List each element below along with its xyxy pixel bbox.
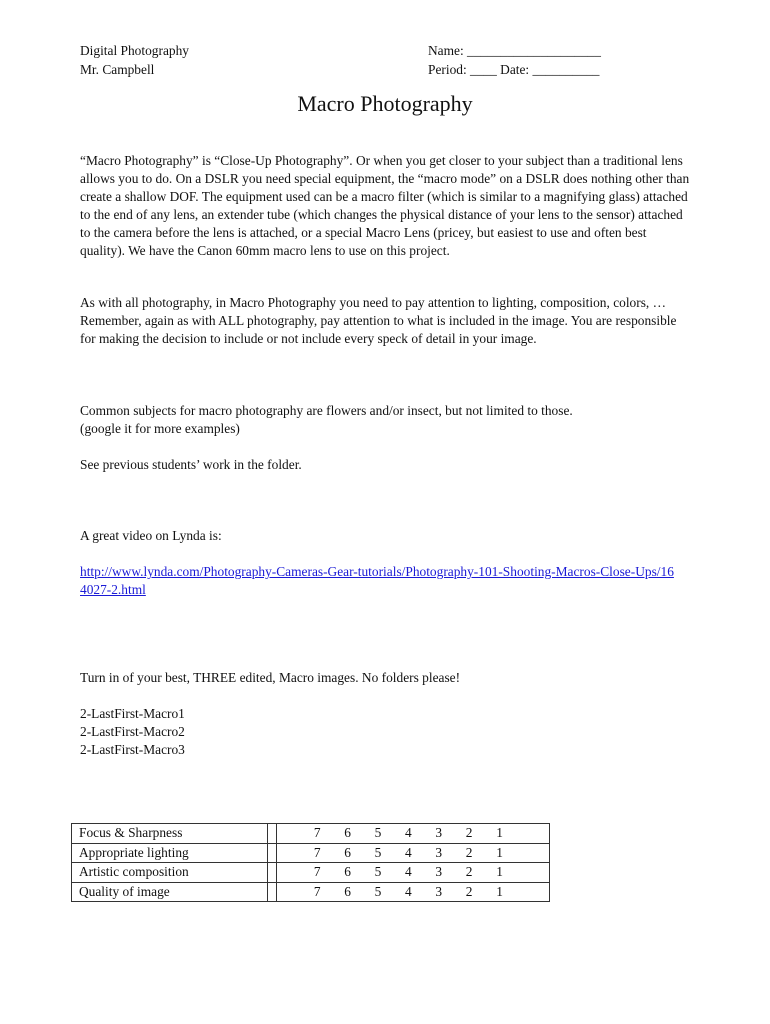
rubric-score: 7 xyxy=(313,844,321,860)
rubric-score: 4 xyxy=(405,883,412,899)
rubric-check-cell xyxy=(268,824,277,844)
video-intro-text: A great video on Lynda is: xyxy=(80,528,222,543)
rubric-scores xyxy=(277,843,550,863)
subjects-line-2: (google it for more examples) xyxy=(80,421,240,436)
rubric-score: 2 xyxy=(465,864,473,879)
rubric-score: 2 xyxy=(465,844,473,860)
rubric-score: 6 xyxy=(344,883,351,899)
rubric-score: 5 xyxy=(374,825,382,840)
rubric-score: 6 xyxy=(344,864,351,879)
rubric-criterion: Focus & Sharpness xyxy=(72,824,268,844)
rubric-score: 4 xyxy=(405,864,412,879)
rubric-scores xyxy=(277,863,550,883)
rubric-check-cell xyxy=(268,882,277,902)
period-date-field: Period: ____ Date: __________ xyxy=(428,62,600,77)
rubric-scores xyxy=(277,882,550,902)
rubric-row xyxy=(72,882,550,902)
name-field: Name: ____________________ xyxy=(428,43,601,58)
turn-in-text: Turn in of your best, THREE edited, Macro images. No folders please! xyxy=(80,670,461,685)
rubric-score: 7 xyxy=(313,883,321,899)
rubric-scores xyxy=(277,824,550,844)
rubric-table xyxy=(71,823,550,902)
rubric-score: 5 xyxy=(374,883,382,899)
rubric-row xyxy=(72,824,550,844)
attention-paragraph: As with all photography, in Macro Photography you need to pay attention to lighting, composition, colors, … Remember, again as with ALL photography, pay attention to what is included in the image. You are responsible for making the decision to include or not include every speck of detail in your image. xyxy=(80,295,677,346)
rubric-score: 3 xyxy=(435,825,443,840)
rubric-score: 3 xyxy=(435,844,443,860)
rubric-score: 5 xyxy=(374,864,382,879)
page-title: Macro Photography xyxy=(297,91,473,116)
filename-1: 2-LastFirst-Macro1 xyxy=(80,706,185,721)
rubric-check-cell xyxy=(268,863,277,883)
rubric-score: 3 xyxy=(435,864,443,879)
rubric-score: 4 xyxy=(405,844,412,860)
course-name: Digital Photography xyxy=(80,43,189,58)
rubric-score: 7 xyxy=(313,864,321,879)
header-right xyxy=(428,41,601,79)
rubric-criterion: Quality of image xyxy=(72,882,268,902)
previous-work-text: See previous students’ work in the folder. xyxy=(80,457,302,472)
teacher-name: Mr. Campbell xyxy=(80,62,155,77)
intro-paragraph: “Macro Photography” is “Close-Up Photography”. Or when you get closer to your subject than a traditional lens allows you to do. On a DSLR you need special equipment, the “macro mode” on a DSLR does nothing other than create a shallow DOF. The equipment used can be a macro filter (which is similar to a magnifying glass) attached to the end of any lens, an extender tube (which changes the physical distance of your lens to the sensor) attached to the camera before the lens is attached, or a special Macro Lens (pricey, but easiest to use and often best quality). We have the Canon 60mm macro lens to use on this project. xyxy=(80,153,690,258)
filename-3: 2-LastFirst-Macro3 xyxy=(80,742,185,757)
rubric-score: 3 xyxy=(435,883,443,899)
rubric-score: 2 xyxy=(465,825,473,840)
lynda-video-link[interactable]: http://www.lynda.com/Photography-Cameras-Gear-tutorials/Photography-101-Shooting-Macros-Close-Ups/164027-2.html xyxy=(80,564,674,597)
rubric-row xyxy=(72,863,550,883)
rubric-score: 1 xyxy=(496,825,503,840)
subjects-line-1: Common subjects for macro photography are flowers and/or insect, but not limited to those. xyxy=(80,403,573,418)
rubric-score: 6 xyxy=(344,844,351,860)
filename-2: 2-LastFirst-Macro2 xyxy=(80,724,185,739)
rubric-score: 2 xyxy=(465,883,473,899)
video-link-paragraph xyxy=(80,563,680,599)
rubric-row xyxy=(72,843,550,863)
rubric-score: 4 xyxy=(405,825,412,840)
rubric-score: 7 xyxy=(313,825,321,840)
rubric-score: 6 xyxy=(344,825,351,840)
header-left xyxy=(80,41,189,79)
rubric-score: 1 xyxy=(496,864,503,879)
rubric-score: 5 xyxy=(374,844,382,860)
rubric-criterion: Artistic composition xyxy=(72,863,268,883)
rubric-score: 1 xyxy=(496,844,503,860)
rubric-score: 1 xyxy=(496,883,503,899)
rubric-check-cell xyxy=(268,843,277,863)
rubric-criterion: Appropriate lighting xyxy=(72,843,268,863)
